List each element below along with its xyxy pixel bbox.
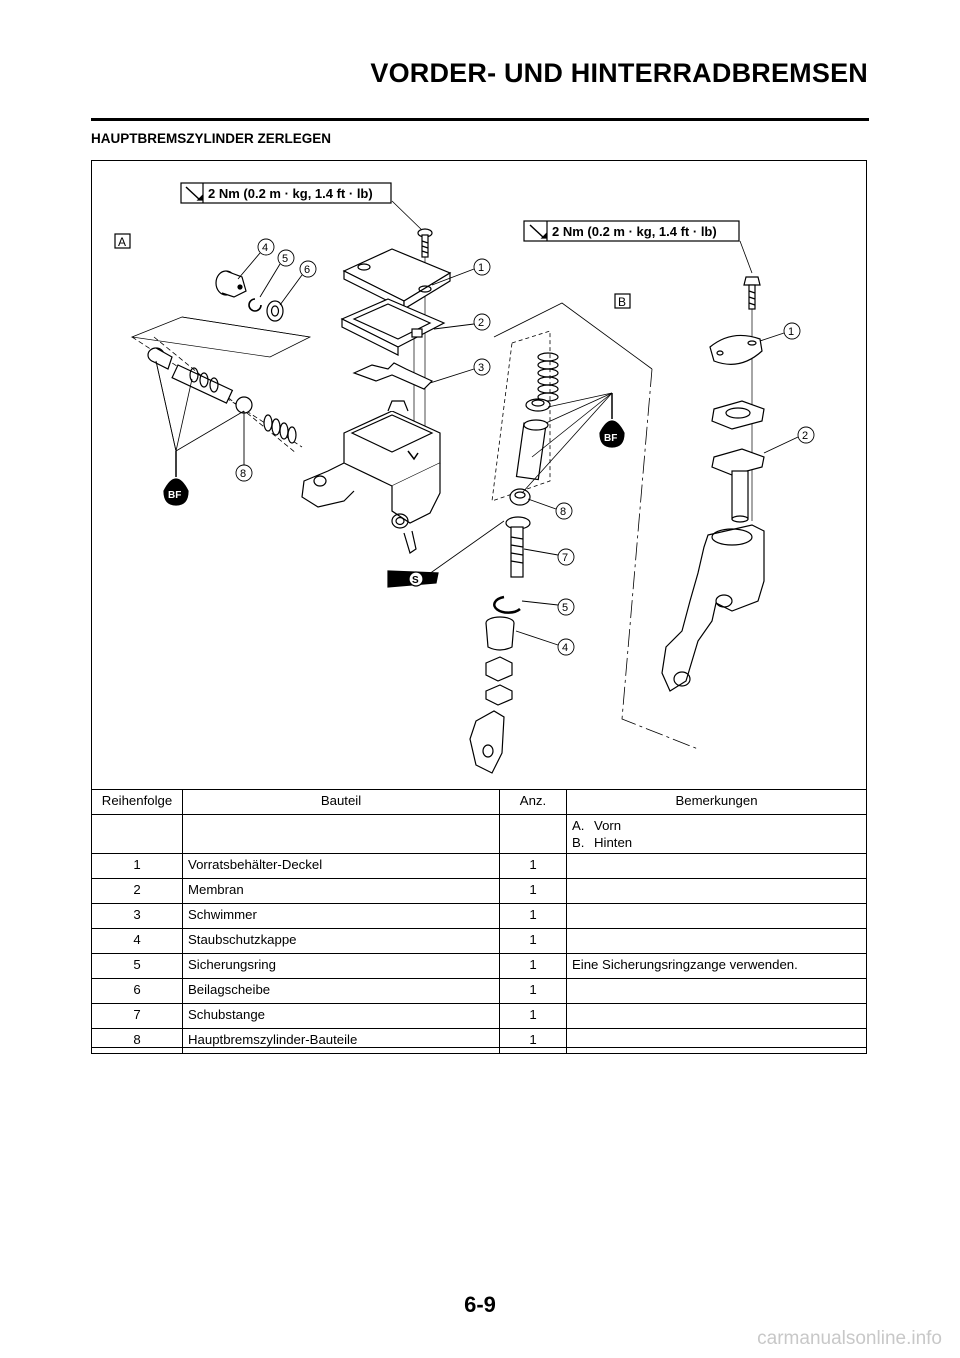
diaphragm-part-b (712, 401, 764, 429)
table-row: 4 Staubschutzkappe 1 (92, 929, 867, 954)
parts-table (91, 789, 867, 1054)
header-order: Reihenfolge (92, 790, 183, 815)
callout-b-8: 8 (560, 506, 567, 518)
piston-kit-part-a (148, 348, 296, 443)
view-b-label: B (618, 295, 627, 309)
diaphragm-plug-part-b (712, 449, 764, 522)
grease-icon (388, 571, 438, 587)
header-qty: Anz. (500, 790, 567, 815)
reservoir-cover-part (344, 249, 450, 309)
callout-a-3: 3 (478, 362, 485, 374)
circlip-part-a (249, 299, 261, 311)
torque-a-text: 2 Nm (0.2 m · kg, 1.4 ft · lb) (208, 186, 373, 201)
callout-a-5: 5 (282, 253, 289, 265)
torque-b-text: 2 Nm (0.2 m · kg, 1.4 ft · lb) (552, 224, 717, 239)
diaphragm-part (342, 299, 444, 355)
callout-a-4: 4 (262, 242, 269, 254)
page-number: 6-9 (464, 1292, 496, 1317)
notes-row (92, 815, 867, 854)
nut-part-b (486, 657, 512, 681)
table-row: 3 Schwimmer 1 (92, 904, 867, 929)
view-a-label: A (118, 235, 127, 249)
table-row: 1 Vorratsbehälter-Deckel 1 (92, 854, 867, 879)
callout-b-4: 4 (562, 642, 569, 654)
pushrod-part (506, 517, 530, 577)
bolt-part-b (744, 277, 760, 309)
callout-a-1: 1 (478, 262, 485, 274)
watermark: carmanualsonline.info (757, 1328, 942, 1349)
screw-part (418, 229, 432, 257)
header-remarks: Bemerkungen (567, 790, 867, 815)
table-row: 2 Membran 1 (92, 879, 867, 904)
spring-part-b (538, 353, 558, 401)
table-row: 7 Schubstange 1 (92, 1004, 867, 1029)
note-front: A. Vorn (572, 818, 622, 833)
exploded-view-diagram (92, 161, 866, 789)
header-part: Bauteil (183, 790, 500, 815)
section-heading: HAUPTBREMSZYLINDER ZERLEGEN (91, 131, 332, 146)
header-rule (91, 118, 869, 121)
callout-a-8: 8 (240, 468, 247, 480)
bf-label-b: BF (604, 433, 618, 444)
table-row: 6 Beilagscheibe 1 (92, 979, 867, 1004)
seal-part-b (510, 489, 530, 505)
bf-label-a: BF (168, 490, 182, 501)
callout-b-1: 1 (788, 326, 795, 338)
note-rear: B. Hinten (572, 835, 633, 850)
master-cylinder-body-b (662, 525, 764, 691)
reservoir-cap-part-b (710, 335, 762, 364)
brake-fluid-icon (600, 393, 624, 447)
torque-spec-a (181, 183, 391, 203)
cup-part-b (526, 399, 550, 411)
s-label: S (412, 575, 419, 586)
float-part (354, 363, 432, 389)
page-header-title: VORDER- UND HINTERRADBREMSEN (370, 58, 868, 88)
callout-b-7: 7 (562, 552, 569, 564)
callout-a-2: 2 (478, 317, 485, 329)
locknut-part-b (486, 685, 512, 705)
table-row: 8 Hauptbremszylinder-Bauteile 1 (92, 1029, 867, 1054)
callout-a-6: 6 (304, 264, 311, 276)
brake-fluid-icon (164, 451, 188, 505)
master-cylinder-body-a (302, 401, 440, 553)
notes-cell (567, 815, 867, 854)
torque-spec-b (524, 221, 739, 241)
table-header-row (92, 790, 867, 815)
clevis-part-b (470, 711, 504, 773)
callout-b-5: 5 (562, 602, 569, 614)
piston-part-b (516, 420, 548, 480)
dust-boot-part-b (486, 617, 514, 650)
table-row: 5 Sicherungsring 1 Eine Sicherungsringzange verwenden. (92, 954, 867, 979)
callout-b-2: 2 (802, 430, 809, 442)
circlip-part-b (494, 597, 520, 613)
